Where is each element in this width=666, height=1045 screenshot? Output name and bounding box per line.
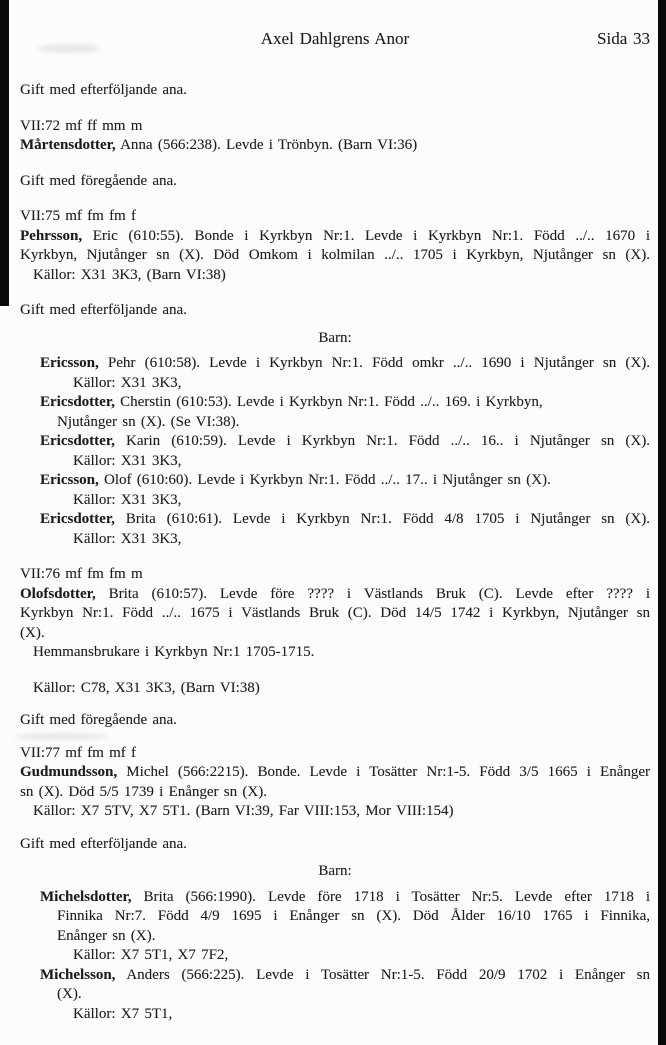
marriage-note-line: Gift med efterföljande ana. xyxy=(20,82,187,98)
child-entry-line: Ericsdotter, Karin (610:59). Levde i Kyrkbyn Nr:1. Född ../.. 16.. i Njutånger sn (X). xyxy=(40,433,650,449)
surname-bold: Olofsdotter, xyxy=(20,585,96,602)
child-entry-line: Ericsson, Olof (610:60). Levde i Kyrkbyn Nr:1. Född ../.. 17.. i Njutånger sn (X). xyxy=(40,472,551,488)
person-entry-continuation-line: Kyrkbyn Nr:1. Född ../.. 1675 i Västlands Bruk (C). Död 14/5 1742 i Kyrkbyn, Njutånger sn xyxy=(20,605,650,621)
person-entry-line: Pehrsson, Eric (610:55). Bonde i Kyrkbyn Nr:1. Levde i Kyrkbyn Nr:1. Född ../.. 1670 i xyxy=(20,227,650,244)
child-entry-continuation-line: Finnika Nr:7. Född 4/9 1695 i Enånger sn (X). Död Ålder 16/10 1765 i Finnika, xyxy=(57,908,650,924)
person-entry-continuation-line: sn (X). Död 5/5 1739 i Enånger sn (X). xyxy=(20,783,267,800)
marriage-note-line: Gift med efterföljande ana. xyxy=(20,302,187,318)
person-entry-line: Olofsdotter, Brita (610:57). Levde före ???? i Västlands Bruk (C). Levde efter ???? i xyxy=(20,585,650,602)
surname-bold: Ericsson, xyxy=(40,355,99,371)
surname-bold: Pehrsson, xyxy=(20,227,83,244)
surname-bold: Michelsson, xyxy=(40,966,116,983)
person-entry-continuation-line: Kyrkbyn, Njutånger sn (X). Död Omkom i kolmilan ../.. 1705 i Kyrkbyn, Njutånger sn (X). xyxy=(20,247,650,263)
child-sources-line: Källor: X7 5T1, X7 7F2, xyxy=(73,947,229,963)
surname-bold: Gudmundsson, xyxy=(20,764,118,780)
child-entry-continuation-line: Enånger sn (X). xyxy=(57,927,156,944)
ancestor-number-line: VII:77 mf fm mf f xyxy=(20,744,136,761)
ancestor-number-line: VII:76 mf fm fm m xyxy=(20,566,143,582)
page-header xyxy=(20,28,650,50)
surname-bold: Ericsdotter, xyxy=(40,433,115,449)
child-sources-line: Källor: X31 3K3, xyxy=(73,491,182,508)
surname-bold: Ericsdotter, xyxy=(40,394,115,410)
person-entry-continuation-line: (X). xyxy=(20,624,45,641)
person-entry-line: Gudmundsson, Michel (566:2215). Bonde. Levde i Tosätter Nr:1-5. Född 3/5 1665 i Enånger xyxy=(20,764,650,780)
marriage-note-line: Gift med efterföljande ana. xyxy=(20,835,187,852)
sources-line: Källor: X7 5TV, X7 5T1. (Barn VI:39, Far VIII:153, Mor VIII:154) xyxy=(33,803,454,819)
children-heading: Barn: xyxy=(318,863,352,879)
page-number-label: Sida 33 xyxy=(597,29,650,48)
child-sources-line: Källor: X31 3K3, xyxy=(73,374,182,391)
child-entry-continuation-line: (X). xyxy=(57,986,82,1002)
child-entry-line: Michelsson, Anders (566:225). Levde i Tosätter Nr:1-5. Född 20/9 1702 i Enånger sn xyxy=(40,966,650,983)
surname-bold: Michelsdotter, xyxy=(40,888,132,905)
child-entry-line: Ericsson, Pehr (610:58). Levde i Kyrkbyn Nr:1. Född omkr ../.. 1690 i Njutånger sn (X). xyxy=(40,355,650,371)
child-entry-line: Ericsdotter, Brita (610:61). Levde i Kyrkbyn Nr:1. Född 4/8 1705 i Njutånger sn (X). xyxy=(40,511,650,527)
child-sources-line: Källor: X31 3K3, xyxy=(73,452,182,469)
child-entry-line: Ericsdotter, Cherstin (610:53). Levde i Kyrkbyn Nr:1. Född ../.. 169. i Kyrkbyn, xyxy=(40,394,543,410)
ancestor-number-line: VII:75 mf fm fm f xyxy=(20,208,136,224)
child-entry-line: Michelsdotter, Brita (566:1990). Levde före 1718 i Tosätter Nr:5. Levde efter 1718 i xyxy=(40,888,650,905)
occupation-note-line: Hemmansbrukare i Kyrkbyn Nr:1 1705-1715. xyxy=(33,644,315,660)
marriage-note-line: Gift med föregående ana. xyxy=(20,172,177,189)
ancestor-number-line: VII:72 mf ff mm m xyxy=(20,117,143,134)
marriage-note-line: Gift med föregående ana. xyxy=(20,712,177,728)
child-entry-continuation-line: Njutånger sn (X). (Se VI:38). xyxy=(57,413,240,430)
sources-line: Källor: C78, X31 3K3, (Barn VI:38) xyxy=(33,679,260,696)
person-entry-line: Mårtensdotter, Anna (566:238). Levde i Trönbyn. (Barn VI:36) xyxy=(20,137,418,153)
surname-bold: Ericsdotter, xyxy=(40,511,115,527)
child-sources-line: Källor: X7 5T1, xyxy=(73,1005,173,1022)
sources-line: Källor: X31 3K3, (Barn VI:38) xyxy=(33,266,226,283)
surname-bold: Mårtensdotter, xyxy=(20,137,116,153)
children-heading: Barn: xyxy=(318,329,352,346)
child-sources-line: Källor: X31 3K3, xyxy=(73,530,182,547)
document-title: Axel Dahlgrens Anor xyxy=(260,29,410,48)
surname-bold: Ericsson, xyxy=(40,472,99,488)
